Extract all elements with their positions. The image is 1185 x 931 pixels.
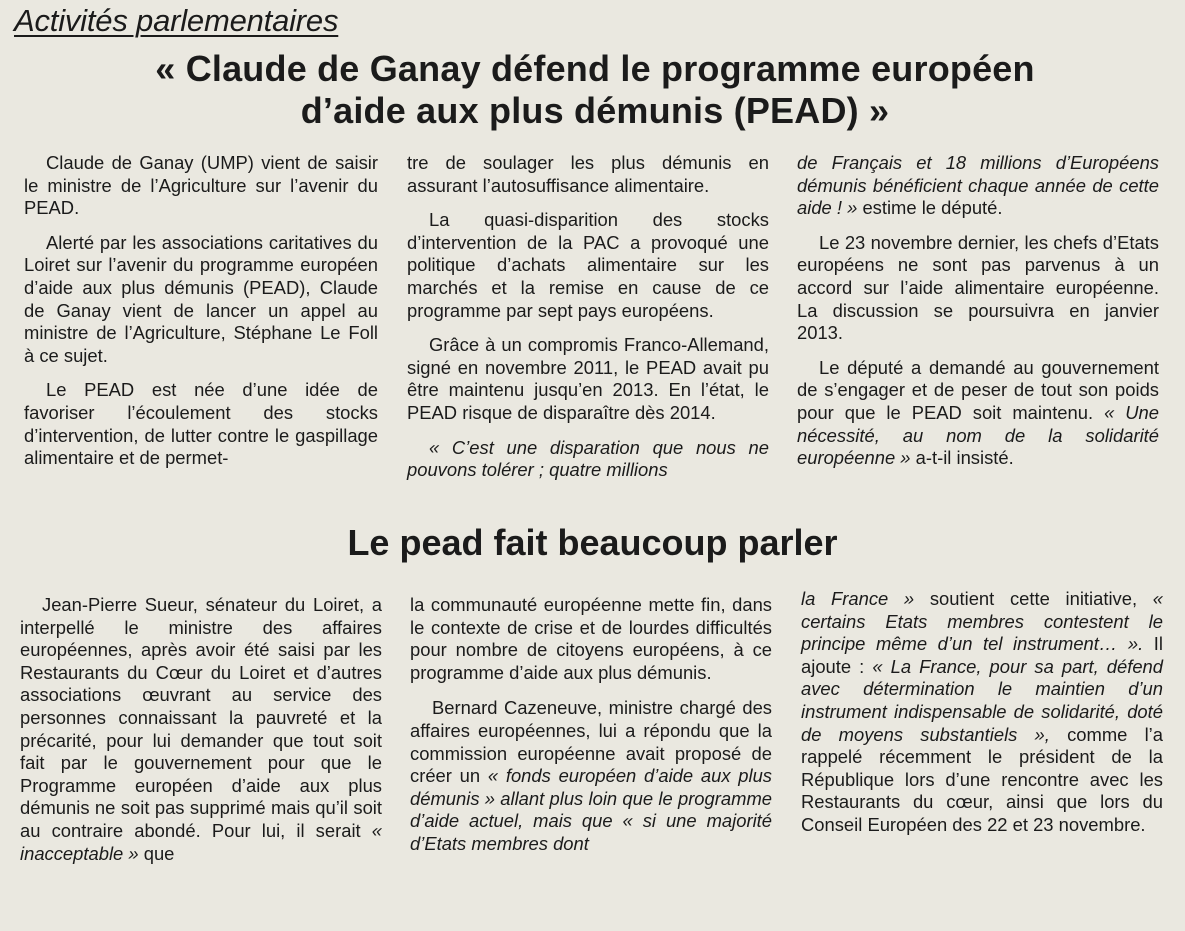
article1-paragraph: La quasi-disparition des stocks d’intervention de la PAC a provoqué une politique d’achats alimentaire sur les marchés et la remise en cause de ce programme par sept pays européens.	[407, 209, 769, 321]
article1-paragraph: Grâce à un compromis Franco-Allemand, signé en novembre 2011, le PEAD avait pu être maintenu jusqu’en 2013. En l’état, le PEAD risque de disparaître dès 2014.	[407, 334, 769, 423]
quote-text: la France »	[801, 588, 915, 609]
article1-quote	[407, 437, 769, 482]
section-rubric: Activités parlementaires	[14, 3, 339, 38]
article1-paragraph: Le PEAD est née d’une idée de favoriser l’écoulement des stocks d’intervention, de lutter contre le gaspillage alimentaire et de permet-	[24, 379, 378, 469]
quote-text: « C’est une disparation que nous ne pouvons tolérer ; quatre millions	[407, 436, 769, 481]
article1-paragraph	[797, 357, 1159, 470]
article1-column-3	[797, 152, 1159, 470]
paragraph-text: estime le député.	[857, 197, 1003, 219]
article2-paragraph	[410, 697, 772, 855]
quote-text: « Une nécessité, au nom de la solidarité européenne »	[797, 401, 1159, 469]
article2-column-2	[410, 594, 772, 856]
paragraph-text: comme l’a rappelé récemment le président de la République lors d’une rencontre avec les Restaurants du cœur, ainsi que lors du Conseil Européen des 22 et 23 novembre.	[801, 723, 1163, 835]
article1-paragraph: tre de soulager les plus démunis en assurant l’autosuffisance alimentaire.	[407, 152, 769, 196]
article1-paragraph: Claude de Ganay (UMP) vient de saisir le ministre de l’Agriculture sur l’avenir du PEAD.	[24, 152, 378, 219]
article1-headline-line2: d’aide aux plus démunis (PEAD) »	[300, 90, 890, 131]
article1-headline	[40, 48, 1150, 132]
paragraph-text: soutient cette initiative,	[914, 588, 1153, 609]
article1-paragraph	[797, 152, 1159, 220]
paragraph-text: Jean-Pierre Sueur, sénateur du Loiret, a interpellé le ministre des affaires européennes, après avoir été saisi par les Restaurants du Cœur du Loiret et d’autres associations œuvrant au service des personnes connaissant la pauvreté et la précarité, pour lui demander que tout soit fait par le gouvernement pour que le Programme européen d’aide aux plus démunis ne soit pas supprimé mais qu’il soit au contraire abondé. Pour lui, il serait	[20, 594, 382, 841]
quote-text: « fonds européen d’aide aux plus démunis » allant plus loin que le programme d’aide actuel, mais que « si une majorité d’Etats membres dont	[410, 765, 772, 854]
quote-text: « La France, pour sa part, défend avec détermination le maintien d’un instrument indispensable de solidarité, doté de moyens substantiels »,	[801, 655, 1164, 745]
paragraph-text: a-t-il insisté.	[910, 447, 1014, 469]
article1-paragraph: Le 23 novembre dernier, les chefs d’Etats européens ne sont pas parvenus à un accord sur l’aide alimentaire européenne. La discussion se poursuivra en janvier 2013.	[797, 231, 1159, 344]
article2-paragraph: la communauté européenne mette fin, dans le contexte de crise et de lourdes difficultés pour nombre de citoyens européens, à ce programme d’aide aux plus démunis.	[410, 594, 772, 683]
article1-headline-line1: « Claude de Ganay défend le programme européen	[155, 48, 1035, 89]
article1-paragraph: Alerté par les associations caritatives du Loiret sur l’avenir du programme européen d’aide aux plus démunis (PEAD), Claude de Ganay vient de lancer un appel au ministre de l’Agriculture, Stéphane Le Foll à ce sujet.	[24, 231, 378, 366]
article2-column-1	[20, 594, 382, 865]
article1-column-2	[407, 152, 769, 482]
article2-paragraph	[20, 594, 382, 865]
paragraph-text: que	[138, 842, 175, 864]
paragraph-text: Il ajoute :	[801, 633, 1164, 677]
article2-column-3	[801, 588, 1163, 837]
article1-column-1	[24, 152, 378, 470]
quote-text: « certains Etats membres contestent le principe même d’un tel instrument… ».	[801, 588, 1164, 655]
quote-text: de Français et 18 millions d’Européens démunis bénéficient chaque année de cette aide ! »	[797, 152, 1159, 219]
article2-paragraph	[801, 588, 1163, 837]
paragraph-text: Bernard Cazeneuve, ministre chargé des affaires européennes, lui a répondu que la commission européenne avait proposé de créer un	[410, 697, 772, 787]
article2-headline: Le pead fait beaucoup parler	[347, 522, 838, 563]
quote-text: « inacceptable »	[20, 819, 382, 864]
paragraph-text: Le député a demandé au gouvernement de s’engager et de peser de tout son poids pour que le PEAD soit maintenu.	[797, 356, 1159, 423]
